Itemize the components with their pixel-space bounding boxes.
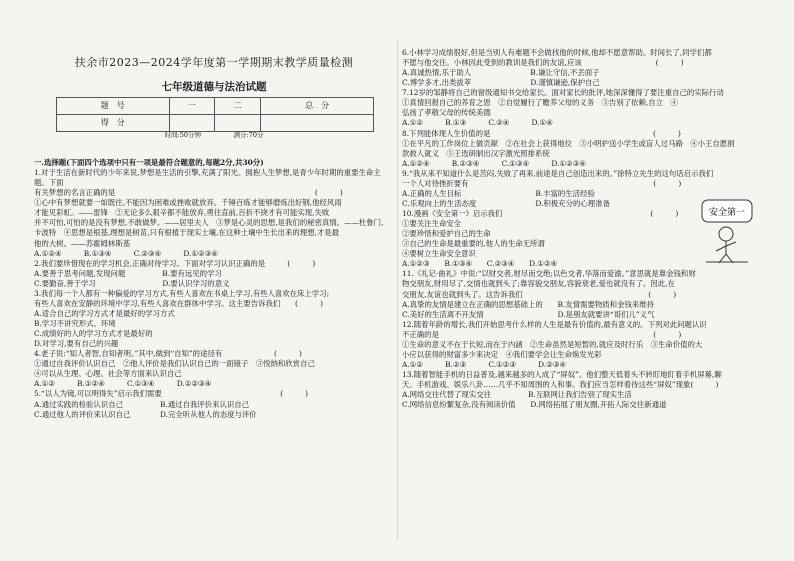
exam-subtitle: 七年级道德与法治试题	[161, 81, 267, 93]
question-line: 2.我们要珍惜现在的学习机会,正确对待学习。下面对学习认识正确的是 ( )	[34, 258, 316, 268]
question-line: 6.小林学习成绩很好,但是当别人有难题不会做找他的时候,他却不愿意帮助。时间长了,同学们都	[402, 48, 712, 57]
question-line: ③自己的生命是最重要的,他人的生命无所谓	[402, 239, 545, 249]
question-line: 他的大树。——苏霍姆林斯基	[34, 238, 131, 248]
question-line: C.乐观向上的生活态度 D.积极充分的心理准备	[402, 198, 610, 208]
column-divider	[397, 40, 398, 540]
question-line: 有些人喜欢在安静的环境中学习,有些人喜欢在群体中学习。这主要告诉我们 ( )	[34, 298, 323, 308]
score-cell: 二	[215, 98, 261, 115]
question-line: C.要勤奋,善于学习 D.要认识学习的意义	[34, 278, 230, 288]
question-line: C.成绩好的人的学习方式才是最好的	[34, 329, 153, 339]
score-cell: 总 分	[261, 98, 374, 115]
left-column	[34, 0, 394, 561]
question-line: 3.我们每一个人都有一种偏爱的学习方式,有些人喜欢在书桌上学习,有些人喜欢在床上学习;	[34, 288, 330, 298]
question-line: 一.选择题(下面四个选项中只有一项是最符合题意的,每题2分,共30分)	[34, 158, 264, 167]
exam-title: 扶余市2023—2024学年度第一学期期末教学质量检测	[74, 56, 354, 69]
question-line: ①在平凡的工作岗位上做贡献 ②在社会上获得地位 ③小明护送小学生或盲人过马路 ④小王自愿捐	[402, 138, 735, 148]
question-line: A.①② B.②③ C.①②③ D.②③④	[402, 359, 566, 369]
score-cell[interactable]	[215, 115, 261, 132]
question-line: ①要关注生命安全	[402, 219, 462, 229]
score-cell[interactable]	[169, 115, 215, 132]
question-line: 13.随着智能手机的日益普及,越来越多的人成了“屏奴”。他们整天低着头不转盯地盯着手机屏幕,聊	[402, 370, 722, 379]
question-line: C.美好的生活离不开友情 D.是朋友就要讲“哥们儿”义气	[402, 309, 655, 319]
exam-meta: 时间:50分钟 满分:70分	[164, 131, 264, 139]
question-line: 1.对于生活在新时代的少年来说,梦想是生活的引擎,充满了阳光。拥抱人生梦想,是青少年时期的重要生命主题。下面	[34, 168, 381, 188]
score-cell: 一	[169, 98, 215, 115]
score-cell: 题 号	[57, 98, 170, 115]
question-line: 款救人就义 ⑤王选研制出汉字激光照排系统	[402, 148, 550, 158]
question-line: C.博学多才,出类拔萃 D.谨慎谦逊,保护自己	[402, 78, 600, 88]
question-line: ④要树立生命安全意识	[402, 249, 476, 259]
question-line: A.网络交往代替了现实交往 B.互联网让我们告别了现实生活	[402, 390, 632, 400]
question-line: 5.“以人为镜,可以明得失”启示我们需要 ( )	[34, 389, 309, 399]
question-line: 8.下列能体现人生价值的是 ( )	[402, 128, 681, 138]
score-table	[56, 97, 374, 132]
question-line: A.真挚的友情是建立在正确的思想基础上的 B.友情需要物质和金钱来维持	[402, 299, 654, 309]
question-line: C.网络信息纷繁复杂,没有阅读价值 D.网络拓展了朋友圈,开拓人际交往新通道	[402, 400, 667, 410]
question-line: 并不可怕,可怕的是没有梦想,不敢做梦。——居里夫人 ③梦是心灵的思想,是我们的秘密真情。——杜鲁门,	[34, 218, 384, 228]
question-line: ①生命的意义不在于长短,而在于内涵 ②生命虽然是短暂的,就应及时行乐 ③生命价值的大	[402, 339, 703, 349]
question-line: 卡波特 ④思想是根基,理想是树苗,只有根植于现实土壤,在这种土壤中生长出来的理想,才是最	[34, 228, 340, 238]
question-line: A.①② B.①②④ C.①③④ D.①②③④	[34, 379, 212, 389]
question-line: 物交朋友,财用尽了,交情也就到头了;靠容貌交朋友,容貌衰老,爱也就没有了。因此,在	[402, 279, 675, 289]
score-cell[interactable]	[261, 115, 374, 132]
question-line: ②要珍惜和爱护自己的生命	[402, 229, 491, 239]
left-questions	[34, 158, 394, 420]
question-line: D.对学习,要有自己的兴趣	[34, 339, 119, 349]
score-cell: 得 分	[57, 115, 170, 132]
question-line: B.学习不讲究形式、环境	[34, 319, 116, 328]
safety-cartoon	[698, 196, 756, 266]
question-line: A.通过实践的检验认识自己 B.通过自我评价来认识自己	[34, 399, 250, 409]
right-column	[402, 0, 762, 561]
question-line: A.①②④ B.①③④ C.②③④ D.①②③④	[34, 248, 218, 258]
question-line: A.真诚热情,乐于助人 B.谦让守信,不丢面子	[402, 68, 600, 78]
question-line: 12.随着年龄的增长,我们开始思考什么样的人生是最有价值的,最有意义的。下列对此问题认识	[402, 319, 707, 329]
question-line: 才能见彩虹。——雷锋 ②无论多么艰辛都不能放弃,勇往直前,百折不挠才有可能实现,失败	[34, 208, 330, 218]
question-line: 天、手机游戏、娱乐八卦……几乎不知周围的人和事。我们应当怎样看待这些“屏奴”现象( )	[402, 380, 719, 390]
question-line: A.正确的人生目标 B.丰富的生活经验	[402, 188, 595, 198]
question-line: 不愿与他交往。小林因此受到的教训是我们的友谊,应该 ( )	[402, 58, 684, 68]
question-line: 7.12岁的邹静将自己的留级通知书交给家长。面对家长的批评,她深深懂得了要注重自己的实际行动	[402, 88, 724, 98]
question-line: C.通过他人的评价来认识自己 D.完全听从他人的态度与评价	[34, 409, 257, 419]
cartoon-label: 安全第一	[708, 208, 746, 218]
question-line: ①心中有梦想就要一如既往,不能因为困难或挫败就放弃。千锤百炼才能够磨炼出好钢,他经风雨	[34, 198, 342, 208]
question-line: 弘扬了孝敬父母的传统美德	[402, 108, 491, 118]
question-line: 9.“我从来不知道什么是苦闷,失败了再来,前途是自己创造出来的。”徐特立先生的这句话启示我们	[402, 168, 714, 178]
question-line: 10.漫画《安全第一》启示我们 ( )	[402, 209, 679, 218]
question-line: 有关梦想的名言正确的是 ( )	[34, 188, 343, 198]
question-line: 交朋友,友谊也就到头了。这告诉我们 ( )	[402, 289, 677, 299]
question-line: 小应以获得的财富多少来决定 ④我们要学会让生命焕发光彩	[402, 349, 602, 359]
question-line: A.①②④ B.②③④ C.①③④ D.①②③④	[402, 158, 586, 168]
question-line: ①真情回报自己的养育之恩 ②自觉履行了赡养父母的义务 ③告别了依赖,自立 ④	[402, 98, 678, 108]
question-line: A.①② B.①③ C.②④ D.①④	[402, 118, 553, 128]
question-line: A.要善于思考问题,发现问题 B.要有远见的学习	[34, 268, 222, 278]
question-line: 不正确的是 ( )	[402, 329, 682, 339]
question-line: 4.老子说:“知人者智,自知者明。”其中,做到“自知”的途径有 ( )	[34, 349, 302, 359]
question-line: ①通过自我评价认识自己 ②他人评价是我们认识自己的一面镜子 ③悦纳和欣赏自己	[34, 359, 315, 369]
question-line: A.①②③ B.①③④ C.②③④ D.①②④	[402, 259, 558, 269]
question-line: 11.《礼记·曲礼》中说:“以财交者,财尽而交绝;以色交者,华落而爱渝。”意思就是靠金钱和财	[402, 269, 696, 279]
question-line: A.适合自己的学习方式才是最好的学习方式	[34, 308, 175, 318]
question-line: ④可以从生理、心理、社会等方面来认识自己	[34, 369, 182, 379]
question-line: 一个人对待挫折要有 ( )	[402, 178, 682, 188]
